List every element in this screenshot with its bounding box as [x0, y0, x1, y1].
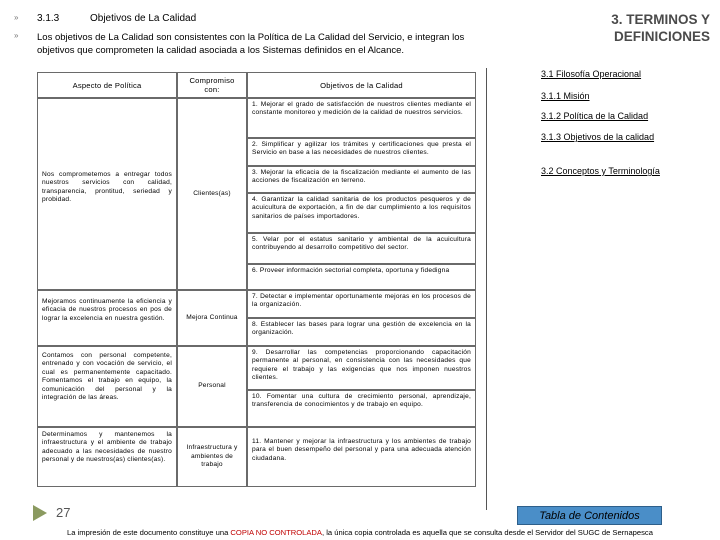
footer-notice — [0, 528, 720, 537]
section-number: 3.1.3 — [37, 13, 60, 24]
objective-cell: 9. Desarrollar las competencias proporcionando capacitación permanente al personal, en consistencia con las necesidades que requiere el trabajo y las exigencias que nos imponen nuestros clientes. — [247, 346, 476, 390]
aspect-cell: Nos comprometemos a entregar todos nuestros servicios con calidad, transparencia, prontitud, seriedad y probidad. — [37, 98, 177, 290]
objective-cell: 2. Simplificar y agilizar los trámites y certificaciones que presta el Servicio en base a las necesidades de nuestros clientes. — [247, 138, 476, 166]
footer-notice-end: , la única copia controlada es aquella que se consulta desde el Servidor del SUGC de Sernapesca — [321, 528, 653, 537]
header-commitment: Compromiso con: — [177, 72, 247, 98]
nav-link-politica[interactable]: 3.1.2 Política de la Calidad — [541, 111, 649, 121]
header-aspect: Aspecto de Política — [37, 72, 177, 98]
arrow-icon — [33, 505, 47, 521]
aspect-cell: Contamos con personal competente, entrenado y con vocación de servicio, el cual es permanentemente capacitado. Fomentamos el trabajo en equipo, la comunicación del personal y la integración de las áreas. — [37, 346, 177, 427]
footer-notice-highlight: COPIA NO CONTROLADA — [230, 528, 322, 537]
commitment-cell: Mejora Continua — [177, 290, 247, 346]
side-title — [560, 11, 710, 45]
aspect-cell: Determinamos y mantenemos la infraestructura y el ambiente de trabajo adecuado a las necesidades de nuestro personal y de nuestros(as) clientes(as). — [37, 427, 177, 487]
objective-cell: 1. Mejorar el grado de satisfacción de nuestros clientes mediante el constante monitoreo y medición de la calidad de nuestros servicios. — [247, 98, 476, 138]
commitment-cell: Infraestructura y ambientes de trabajo — [177, 427, 247, 487]
objective-cell: 10. Fomentar una cultura de crecimiento personal, aprendizaje, transferencia de conocimientos y de trabajo en equipo. — [247, 390, 476, 427]
section-title: Objetivos de La Calidad — [90, 13, 197, 24]
objective-cell: 11. Mantener y mejorar la infraestructura y los ambientes de trabajo para el buen desempeño del personal y para una adecuada atención ciudadana. — [247, 427, 476, 487]
intro-paragraph: Los objetivos de La Calidad son consistentes con la Política de La Calidad del Servicio, e integran los objetivos que comprometen la calidad asociada a los Sistemas definidos en el Alcance. — [37, 32, 465, 56]
divider-line — [486, 68, 487, 510]
toc-button[interactable]: Tabla de Contenidos — [517, 506, 662, 525]
aspect-cell: Mejoramos continuamente la eficiencia y eficacia de nuestros procesos en pos de lograr la excelencia en nuestra gestión. — [37, 290, 177, 346]
commitment-cell: Personal — [177, 346, 247, 427]
objective-cell: 8. Establecer las bases para lograr una gestión de excelencia en la organización. — [247, 318, 476, 346]
nav-link-filosofia[interactable]: 3.1 Filosofía Operacional — [541, 69, 642, 79]
side-title-line2: DEFINICIONES — [613, 29, 710, 44]
objective-cell: 3. Mejorar la eficacia de la fiscalización mediante el aumento de las acciones de fiscalización en terreno. — [247, 166, 476, 193]
bullet-icon: » — [14, 13, 19, 22]
objective-cell: 4. Garantizar la calidad sanitaria de los productos pesqueros y de acuicultura de exportación, a fin de dar cumplimiento a los requisitos sanitarios de países importadores. — [247, 193, 476, 233]
page-number: 27 — [56, 505, 71, 520]
side-title-line1: 3. TERMINOS Y — [611, 12, 710, 27]
bullet-icon: » — [14, 31, 19, 40]
header-objectives: Objetivos de la Calidad — [247, 72, 476, 98]
nav-link-objetivos[interactable]: 3.1.3 Objetivos de la calidad — [541, 132, 655, 142]
nav-link-mision[interactable]: 3.1.1 Misión — [541, 91, 590, 101]
objective-cell: 7. Detectar e implementar oportunamente mejoras en los procesos de la organización. — [247, 290, 476, 318]
objective-cell: 6. Proveer información sectorial completa, oportuna y fidedigna — [247, 264, 476, 290]
commitment-cell: Clientes(as) — [177, 98, 247, 290]
footer-notice-start: La impresión de este documento constituye una — [67, 528, 231, 537]
objective-cell: 5. Velar por el estatus sanitario y ambiental de la acuicultura contribuyendo al desarrollo competitivo del sector. — [247, 233, 476, 264]
nav-link-conceptos[interactable]: 3.2 Conceptos y Terminología — [541, 166, 660, 176]
